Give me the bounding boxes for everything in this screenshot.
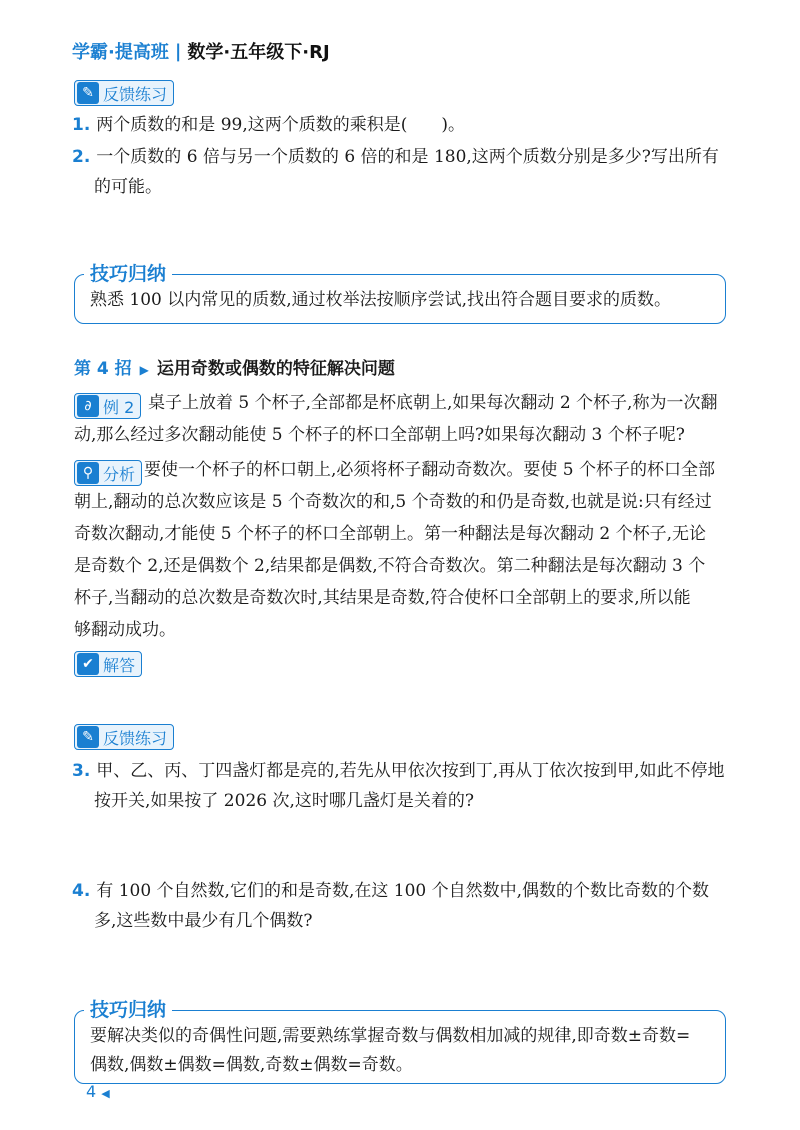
page-number-value: 4 xyxy=(86,1082,97,1101)
check-icon: ✔ xyxy=(77,653,99,675)
page-number xyxy=(86,1082,110,1101)
tip-title: 技巧归纳 xyxy=(84,259,172,286)
strategy-label: 第 4 招 xyxy=(74,359,132,379)
question-number: 1. xyxy=(72,115,91,135)
example-text-2 xyxy=(74,419,730,451)
strategy-heading xyxy=(74,354,395,379)
tip-text-2-line-2: 偶数,偶数±偶数=偶数,奇数±偶数=奇数。 xyxy=(90,1055,413,1075)
play-arrow-icon: ▶ xyxy=(139,363,149,377)
question-text: 甲、乙、丙、丁四盏灯都是亮的,若先从甲依次按到丁,再从丁依次按到甲,如此不停地 xyxy=(96,761,725,781)
question-text-cont: 按开关,如果按了 2026 次,这时哪几盏灯是关着的? xyxy=(94,791,474,811)
question-4 xyxy=(72,876,732,936)
analysis-line-2: 朝上,翻动的总次数应该是 5 个奇数次的和,5 个奇数的和仍是奇数,也就是说:只有经过 xyxy=(74,492,712,512)
tip-title-2: 技巧归纳 xyxy=(84,995,172,1022)
question-number: 4. xyxy=(72,881,91,901)
example-line-2: 动,那么经过多次翻动能使 5 个杯子的杯口全部朝上吗?如果每次翻动 3 个杯子呢? xyxy=(74,425,685,445)
feedback-practice-tag-2 xyxy=(74,724,174,750)
question-text: 两个质数的和是 99,这两个质数的乘积是( )。 xyxy=(96,115,466,135)
analysis-line-6: 够翻动成功。 xyxy=(74,620,176,640)
page-marker-icon: ◀ xyxy=(101,1087,110,1100)
tag-label: 例 2 xyxy=(103,397,135,417)
example-text xyxy=(74,387,730,419)
feedback-practice-tag xyxy=(74,80,174,106)
analysis-line-3: 奇数次翻动,才能使 5 个杯子的杯口全部朝上。第一种翻法是每次翻动 2 个杯子,无论 xyxy=(74,524,707,544)
magnifier-icon: ⚲ xyxy=(77,462,99,484)
tag-label: 反馈练习 xyxy=(103,84,168,104)
question-2 xyxy=(72,142,732,202)
subject-title: 数学·五年级下·RJ xyxy=(187,42,330,63)
question-text: 一个质数的 6 倍与另一个质数的 6 倍的和是 180,这两个质数分别是多少?写出所有 xyxy=(96,147,719,167)
question-text-cont: 多,这些数中最少有几个偶数? xyxy=(94,911,313,931)
brand-title: 学霸·提高班 xyxy=(72,42,169,63)
link-icon: ∂ xyxy=(77,395,99,417)
tag-label: 解答 xyxy=(103,655,136,675)
tip-text: 熟悉 100 以内常见的质数,通过枚举法按顺序尝试,找出符合题目要求的质数。 xyxy=(90,290,672,310)
tag-label: 反馈练习 xyxy=(103,728,168,748)
question-text: 有 100 个自然数,它们的和是奇数,在这 100 个自然数中,偶数的个数比奇数的个数 xyxy=(96,881,710,901)
page-header xyxy=(72,38,330,64)
strategy-title: 运用奇数或偶数的特征解决问题 xyxy=(156,359,395,379)
analysis-line-1: 要使一个杯子的杯口朝上,必须将杯子翻动奇数次。要使 5 个杯子的杯口全部 xyxy=(144,460,716,480)
pencil-icon: ✎ xyxy=(77,82,99,104)
pencil-icon: ✎ xyxy=(77,726,99,748)
question-text-cont: 的可能。 xyxy=(94,177,162,197)
analysis-line-5: 杯子,当翻动的总次数是奇数次时,其结果是奇数,符合使杯口全部朝上的要求,所以能 xyxy=(74,588,691,608)
question-number: 3. xyxy=(72,761,91,781)
answer-tag xyxy=(74,651,142,677)
tip-text-2-line-1: 要解决类似的奇偶性问题,需要熟练掌握奇数与偶数相加减的规律,即奇数±奇数= xyxy=(90,1026,691,1046)
tag-label: 分析 xyxy=(103,464,136,484)
question-number: 2. xyxy=(72,147,91,167)
question-3 xyxy=(72,756,732,816)
analysis-line-4: 是奇数个 2,还是偶数个 2,结果都是偶数,不符合奇数次。第二种翻法是每次翻动 3 个 xyxy=(74,556,706,576)
example-line-1: 桌子上放着 5 个杯子,全部都是杯底朝上,如果每次翻动 2 个杯子,称为一次翻 xyxy=(148,393,718,413)
header-separator: | xyxy=(174,40,182,62)
question-1 xyxy=(72,110,732,140)
